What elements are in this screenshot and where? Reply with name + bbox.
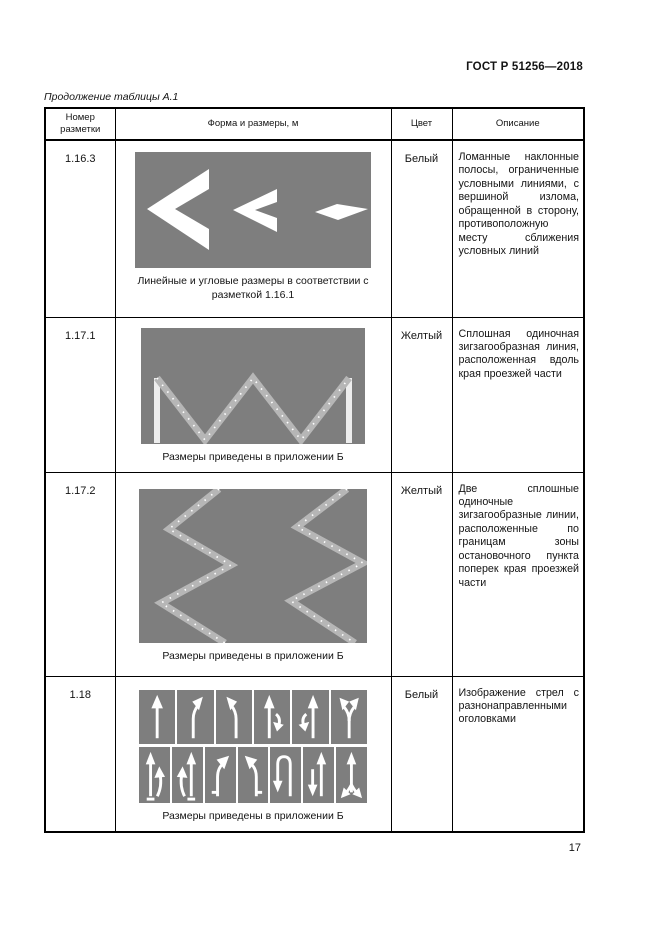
marking-number: 1.17.2	[45, 472, 115, 676]
marking-description: Изображение стрел с разнонаправленными оголовками	[452, 676, 584, 832]
straight-up-arrow-icon	[139, 690, 175, 744]
right-with-merge-stub-arrow-icon	[205, 747, 236, 803]
marking-description: Две сплошные одиночные зигзагообразные линии, расположенные по границам зоны остановочного пункта поперек края проезжей части	[452, 472, 584, 676]
marking-color: Желтый	[391, 472, 452, 676]
table-row	[45, 140, 584, 317]
column-header-shape: Форма и размеры, м	[115, 108, 391, 140]
standard-code: ГОСТ Р 51256—2018	[466, 61, 583, 73]
page-number: 17	[568, 842, 581, 854]
arrow-tiles-bottom-row	[139, 747, 367, 803]
figure-caption: Размеры приведены в приложении Б	[162, 649, 344, 662]
marking-description: Ломанные наклонные полосы, ограниченные условными линиями, с вершиной излома, обращенной в сторону, противоположную месту сближения условных линий	[452, 140, 584, 317]
arrow-tile-split-y	[331, 690, 367, 744]
arrow-tile-curve-left	[216, 690, 252, 744]
straight-and-right-arrow-icon	[139, 747, 170, 803]
marking-number: 1.17.1	[45, 317, 115, 472]
curve-right-arrow-icon	[177, 690, 213, 744]
marking-figure-cell	[115, 676, 391, 832]
chevrons-figure	[135, 152, 371, 268]
two-way-arrow-icon	[303, 747, 334, 803]
arrow-tiles-figure	[139, 690, 367, 803]
arrow-tile-straight-and-right	[139, 747, 170, 803]
u-turn-arrow-icon	[270, 747, 301, 803]
arrow-tile-two-way	[303, 747, 334, 803]
column-header-description: Описание	[452, 108, 584, 140]
figure-caption: Размеры приведены в приложении Б	[162, 809, 344, 822]
marking-number: 1.16.3	[45, 140, 115, 317]
table-row	[45, 676, 584, 832]
column-header-color: Цвет	[391, 108, 452, 140]
arrow-tiles-top-row	[139, 690, 367, 744]
arrow-tile-left-with-merge-stub	[238, 747, 269, 803]
markings-table	[44, 107, 585, 833]
arrow-tile-down-split-heads	[336, 747, 367, 803]
arrow-tile-straight-up	[139, 690, 175, 744]
marking-figure-cell	[115, 472, 391, 676]
arrow-tile-straight-with-left-hook	[292, 690, 328, 744]
column-header-number: Номер разметки	[45, 108, 115, 140]
double-vertical-zigzag-figure	[139, 489, 367, 643]
straight-with-right-hook-arrow-icon	[254, 690, 290, 744]
table-continuation-caption: Продолжение таблицы А.1	[44, 91, 179, 103]
arrow-tile-u-turn	[270, 747, 301, 803]
figure-caption: Линейные и угловые размеры в соответствии с разметкой 1.16.1	[137, 275, 369, 301]
marking-figure-cell	[115, 317, 391, 472]
marking-color: Белый	[391, 676, 452, 832]
curve-left-arrow-icon	[216, 690, 252, 744]
arrow-tile-straight-with-right-hook	[254, 690, 290, 744]
straight-with-left-hook-arrow-icon	[292, 690, 328, 744]
marking-color: Белый	[391, 140, 452, 317]
marking-figure-cell	[115, 140, 391, 317]
left-with-merge-stub-arrow-icon	[238, 747, 269, 803]
table-header-row	[45, 108, 584, 140]
horizontal-zigzag-figure	[141, 328, 365, 444]
table-row	[45, 472, 584, 676]
arrow-tile-straight-and-left	[172, 747, 203, 803]
split-y-arrow-icon	[331, 690, 367, 744]
down-split-heads-arrow-icon	[336, 747, 367, 803]
arrow-tile-curve-right	[177, 690, 213, 744]
marking-description: Сплошная одиночная зигзагообразная линия, расположенная вдоль края проезжей части	[452, 317, 584, 472]
straight-and-left-arrow-icon	[172, 747, 203, 803]
arrow-tile-right-with-merge-stub	[205, 747, 236, 803]
marking-number: 1.18	[45, 676, 115, 832]
table-row	[45, 317, 584, 472]
marking-color: Желтый	[391, 317, 452, 472]
figure-caption: Размеры приведены в приложении Б	[162, 450, 344, 463]
